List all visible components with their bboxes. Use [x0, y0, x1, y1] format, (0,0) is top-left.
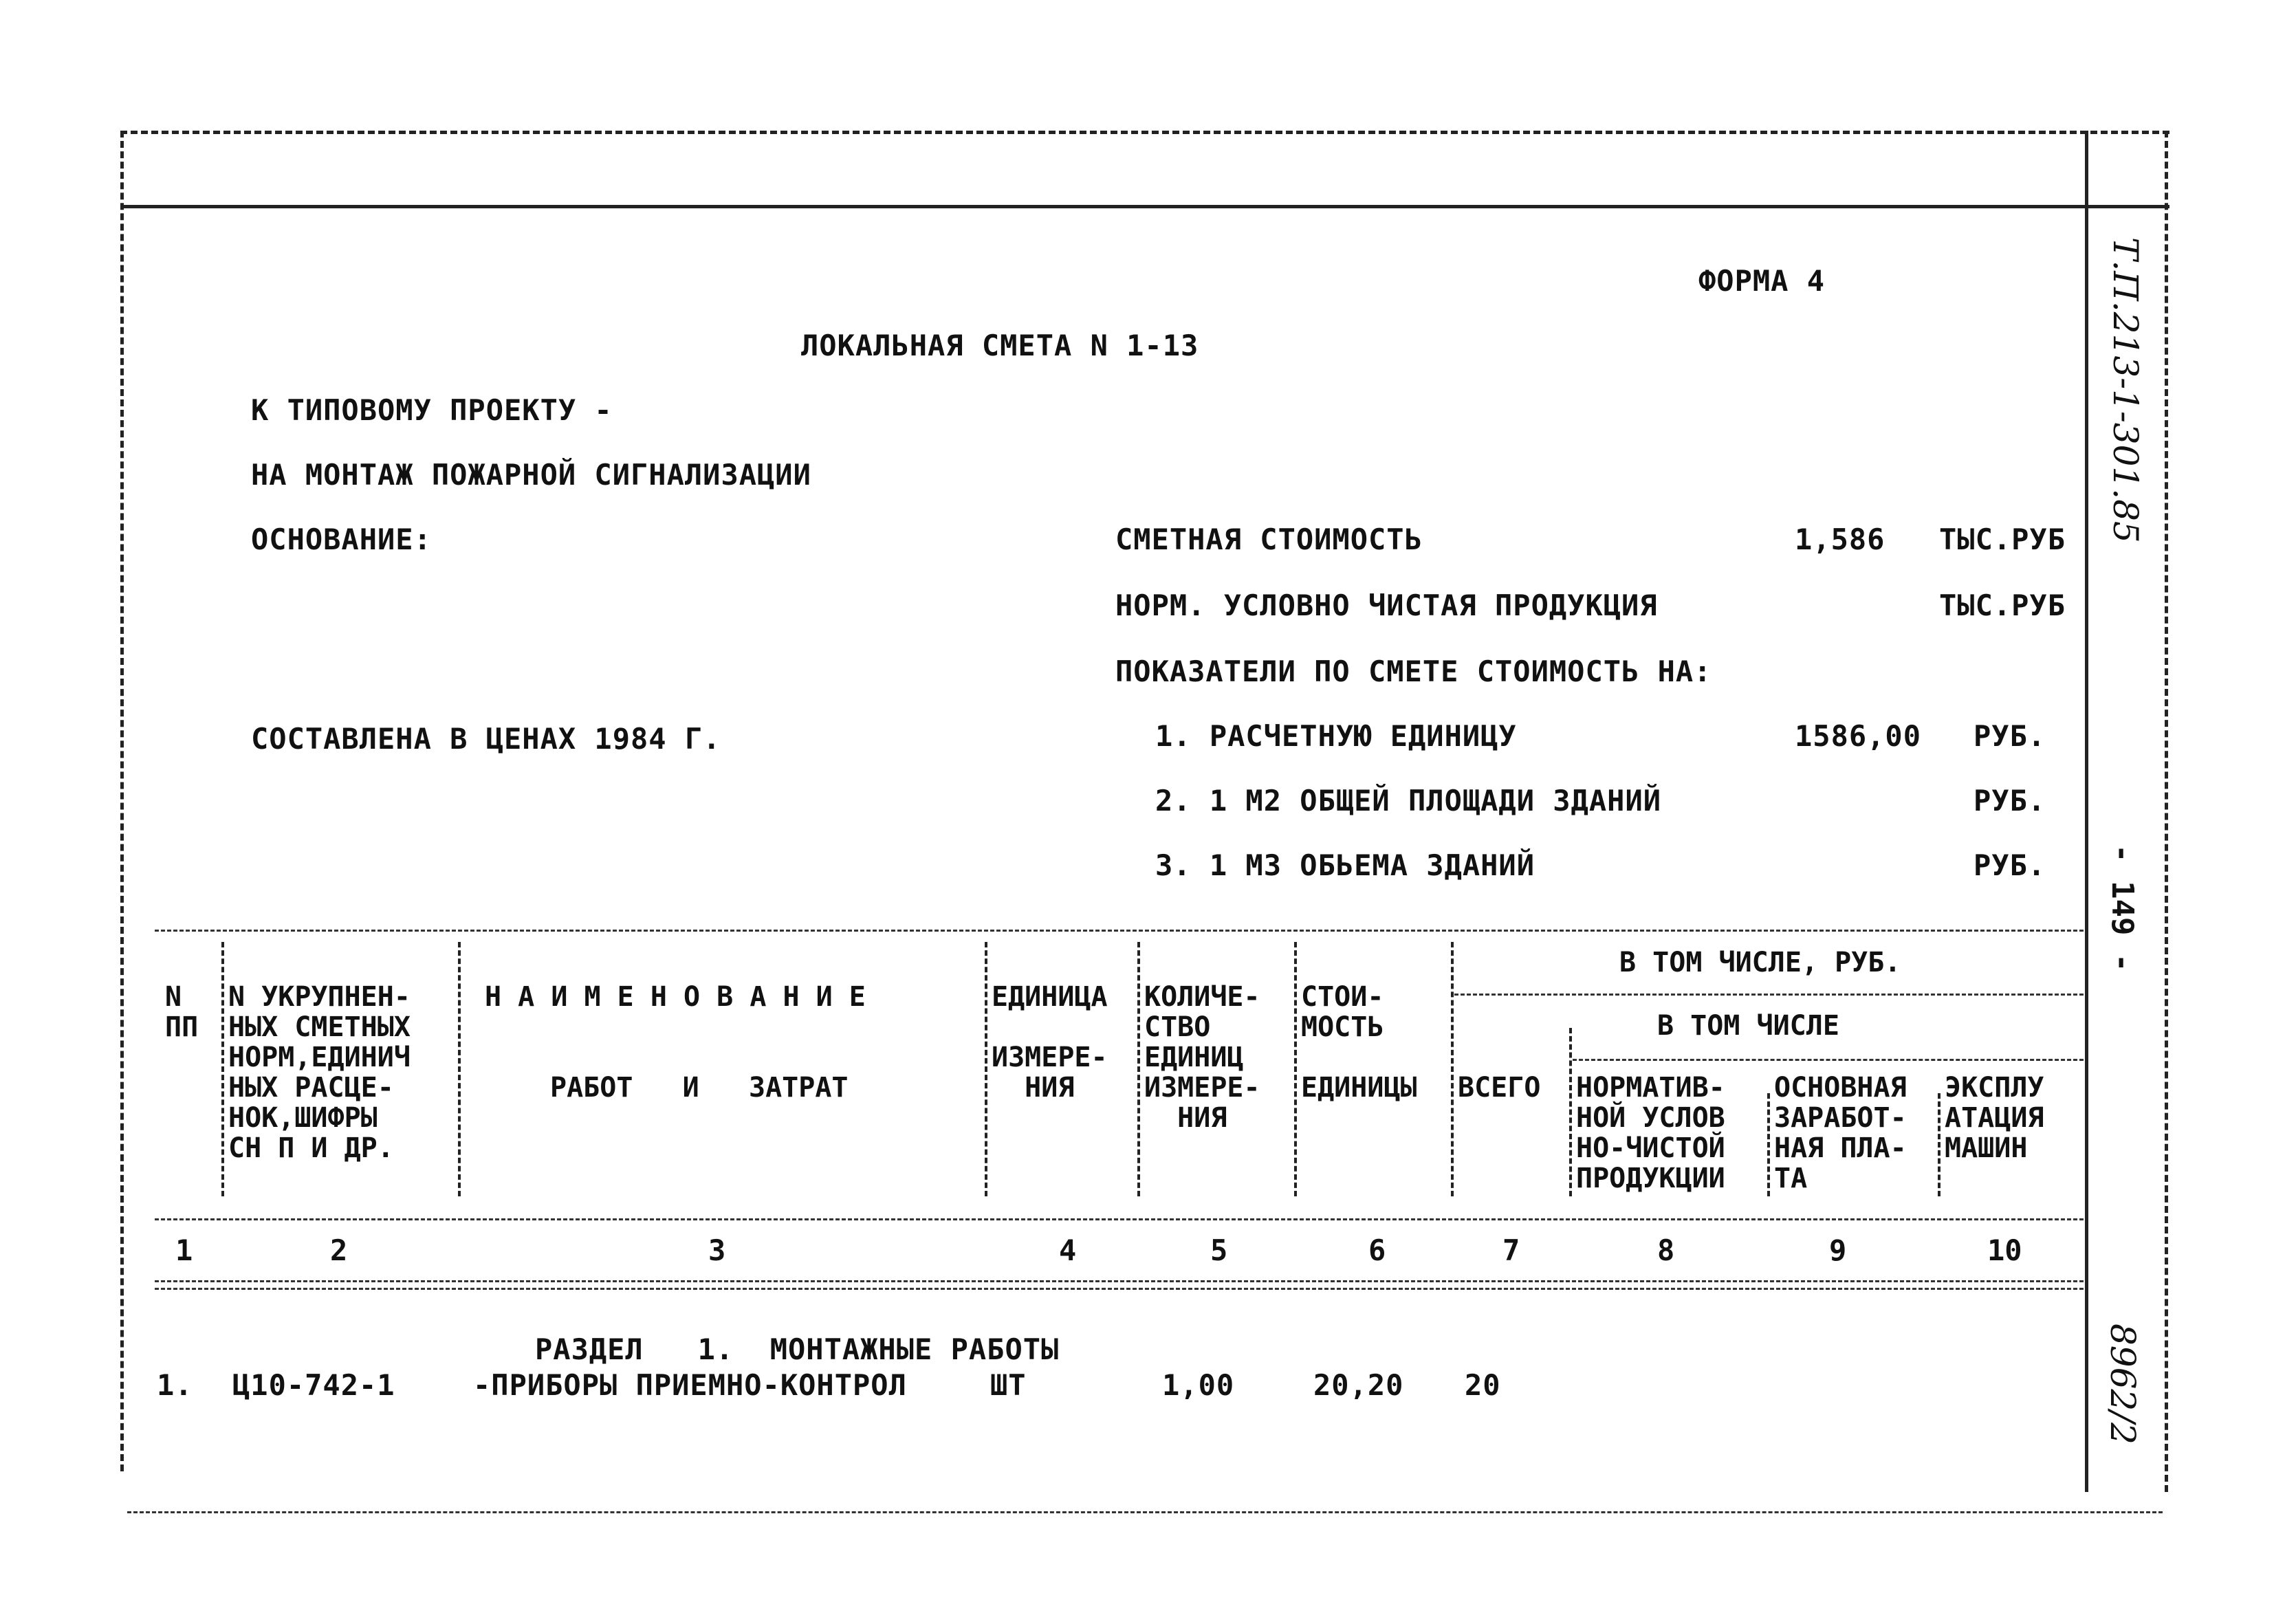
header-col-4: ЕДИНИЦА ИЗМЕРЕ- НИЯ	[992, 981, 1108, 1104]
col-number-10: 10	[1987, 1233, 2022, 1267]
indicators-label: ПОКАЗАТЕЛИ ПО СМЕТЕ СТОИМОСТЬ НА:	[1115, 655, 1712, 688]
norm-product-label: НОРМ. УСЛОВНО ЧИСТАЯ ПРОДУКЦИЯ	[1115, 589, 1658, 622]
row-1-code: Ц10-742-1	[232, 1368, 395, 1402]
header-col-7: ВСЕГО	[1458, 1072, 1541, 1104]
cost-label: СМЕТНАЯ СТОИМОСТЬ	[1115, 523, 1423, 556]
col-number-4: 4	[1059, 1233, 1077, 1267]
header-col-8: НОРМАТИВ- НОЙ УСЛОВ НО-ЧИСТОЙ ПРОДУКЦИИ	[1576, 1072, 1725, 1194]
frame-top-dashed	[120, 131, 2169, 134]
side-stamp-bottom: 8962/2	[2103, 1324, 2143, 1445]
side-page-number: - 149 -	[2105, 844, 2140, 972]
col-number-3: 3	[708, 1233, 726, 1267]
section-title: РАЗДЕЛ 1. МОНТАЖНЫЕ РАБОТЫ	[535, 1332, 1060, 1366]
indicator-3-unit: РУБ.	[1974, 848, 2046, 882]
norm-product-unit: ТЫС.РУБ	[1939, 589, 2066, 622]
frame-top-solid	[120, 205, 2169, 208]
form-label: ФОРМА 4	[1698, 264, 1826, 298]
col-sep-2	[458, 942, 461, 1196]
row-1-unit: ШТ	[990, 1368, 1027, 1402]
side-stamp-top: Т.П.213-1-301.85	[2106, 237, 2145, 543]
indicator-2-text: 2. 1 М2 ОБЩЕЙ ПЛОЩАДИ ЗДАНИЙ	[1155, 784, 1662, 818]
indicator-1-text: 1. РАСЧЕТНУЮ ЕДИНИЦУ	[1155, 719, 1517, 753]
group-rule-1	[1454, 994, 2084, 996]
col-sep-9	[1938, 1093, 1940, 1196]
document-title: ЛОКАЛЬНАЯ СМЕТА N 1-13	[801, 329, 1199, 362]
indicator-1-value: 1586,00	[1795, 719, 1922, 753]
col-sep-4	[1137, 942, 1140, 1196]
header-col-6-bottom: ЕДИНИЦЫ	[1301, 1072, 1417, 1104]
row-1-quantity: 1,00	[1162, 1368, 1235, 1402]
col-sep-1	[221, 942, 224, 1196]
col-number-6: 6	[1368, 1233, 1386, 1267]
header-bottom-rule	[155, 1218, 2084, 1220]
basis-label: ОСНОВАНИЕ:	[251, 523, 432, 556]
header-col-9: ОСНОВНАЯ ЗАРАБОТ- НАЯ ПЛА- ТА	[1774, 1072, 1907, 1194]
header-col-5: КОЛИЧЕ- СТВО ЕДИНИЦ ИЗМЕРЕ- НИЯ	[1144, 981, 1260, 1134]
group-rule-2	[1573, 1059, 2084, 1061]
column-numbers-double-rule	[155, 1280, 2084, 1290]
header-col-3-bottom: РАБОТ И ЗАТРАТ	[550, 1072, 849, 1104]
col-number-5: 5	[1210, 1233, 1228, 1267]
col-sep-3	[985, 942, 987, 1196]
frame-inner-right	[2085, 131, 2088, 1492]
header-col-2: N УКРУПНЕН- НЫХ СМЕТНЫХ НОРМ,ЕДИНИЧ НЫХ РАСЦЕ- НОК,ШИФРЫ СН П И ДР.	[228, 981, 411, 1164]
header-col-6-top: СТОИ- МОСТЬ	[1301, 981, 1384, 1043]
prices-line: СОСТАВЛЕНА В ЦЕНАХ 1984 Г.	[251, 722, 721, 756]
row-1-unit-cost: 20,20	[1313, 1368, 1404, 1402]
indicator-1-unit: РУБ.	[1974, 719, 2046, 753]
col-sep-8	[1767, 1093, 1770, 1196]
col-number-7: 7	[1502, 1233, 1520, 1267]
col-number-9: 9	[1829, 1233, 1847, 1267]
work-line: НА МОНТАЖ ПОЖАРНОЙ СИГНАЛИЗАЦИИ	[251, 458, 811, 492]
col-number-1: 1	[175, 1233, 193, 1267]
col-number-2: 2	[330, 1233, 348, 1267]
indicator-3-text: 3. 1 М3 ОБЬЕМА ЗДАНИЙ	[1155, 848, 1535, 882]
col-sep-5	[1294, 942, 1297, 1196]
row-1-total: 20	[1465, 1368, 1501, 1402]
frame-outer-right	[2165, 131, 2168, 1492]
header-col-3-top: Н А И М Е Н О В А Н И Е	[485, 981, 866, 1013]
col-sep-6	[1451, 942, 1454, 1196]
header-col-10: ЭКСПЛУ АТАЦИЯ МАШИН	[1945, 1072, 2044, 1164]
header-group-sub: В ТОМ ЧИСЛЕ	[1657, 1010, 1839, 1042]
col-sep-7	[1569, 1028, 1572, 1196]
header-col-1: N ПП	[165, 981, 199, 1043]
col-number-8: 8	[1657, 1233, 1675, 1267]
cost-value: 1,586	[1795, 523, 1885, 556]
cost-unit: ТЫС.РУБ	[1939, 523, 2066, 556]
project-line: К ТИПОВОМУ ПРОЕКТУ -	[251, 393, 613, 427]
row-1-number: 1.	[157, 1368, 193, 1402]
frame-left-dashed	[120, 131, 124, 1471]
header-group-top: В ТОМ ЧИСЛЕ, РУБ.	[1619, 947, 1901, 978]
row-1-name: -ПРИБОРЫ ПРИЕМНО-КОНТРОЛ	[473, 1368, 907, 1402]
frame-bottom-dashed	[127, 1511, 2163, 1513]
table-top-rule	[155, 930, 2084, 932]
indicator-2-unit: РУБ.	[1974, 784, 2046, 818]
